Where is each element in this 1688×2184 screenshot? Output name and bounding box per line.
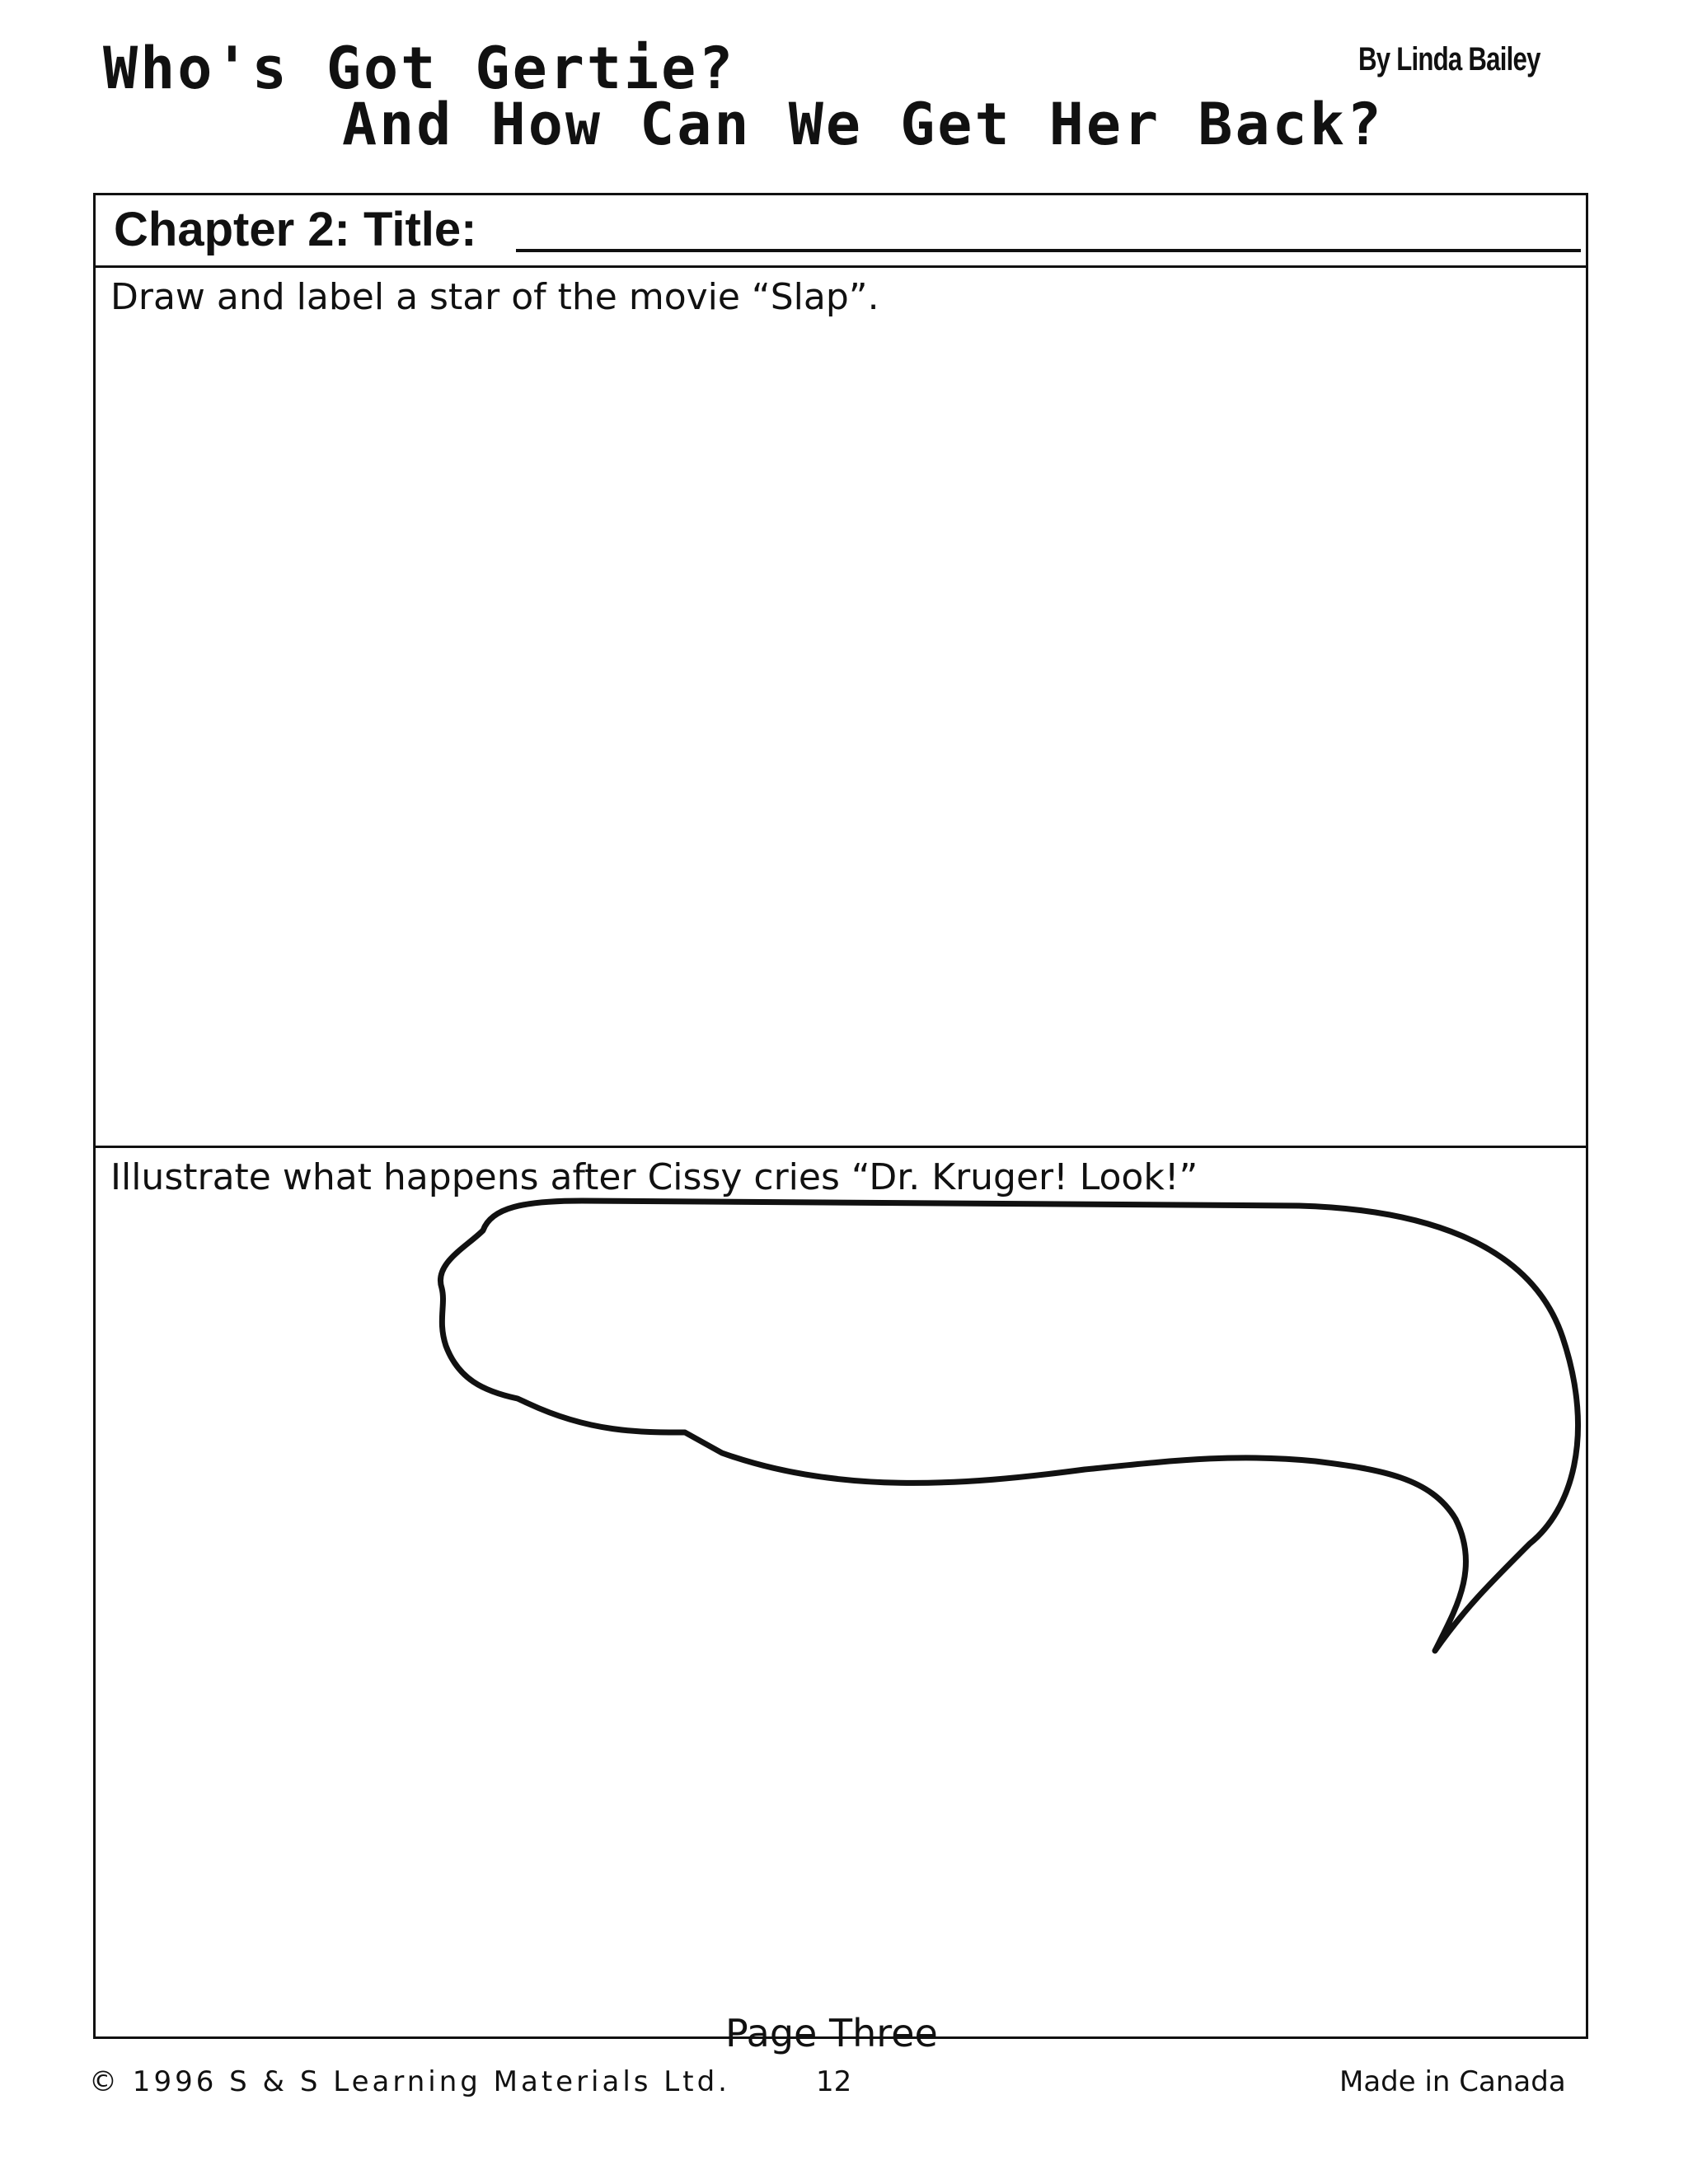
drawing-area-star[interactable] bbox=[96, 268, 1586, 1148]
star-drawing-prompt: Draw and label a star of the movie “Slap”. bbox=[110, 276, 879, 318]
book-title-line-1: Who's Got Gertie? bbox=[103, 35, 736, 102]
chapter-header bbox=[96, 195, 1586, 268]
speech-bubble-outline bbox=[440, 1201, 1578, 1651]
worksheet-box bbox=[93, 193, 1588, 2039]
page-number: 12 bbox=[816, 2065, 852, 2098]
made-in-label: Made in Canada bbox=[1339, 2065, 1566, 2098]
page-label: Page Three bbox=[725, 2011, 938, 2055]
book-title-line-2: And How Can We Get Her Back? bbox=[342, 91, 1385, 158]
chapter-label: Chapter 2: Title: bbox=[114, 203, 477, 256]
illustration-area[interactable] bbox=[96, 1148, 1586, 2036]
speech-bubble bbox=[96, 1148, 1591, 2036]
copyright-notice: © 1996 S & S Learning Materials Ltd. bbox=[89, 2065, 730, 2098]
author-credit: By Linda Bailey bbox=[1358, 41, 1540, 77]
illustration-prompt: Illustrate what happens after Cissy cries “Dr. Kruger! Look!” bbox=[110, 1156, 1198, 1198]
title-answer-line[interactable] bbox=[516, 249, 1581, 252]
